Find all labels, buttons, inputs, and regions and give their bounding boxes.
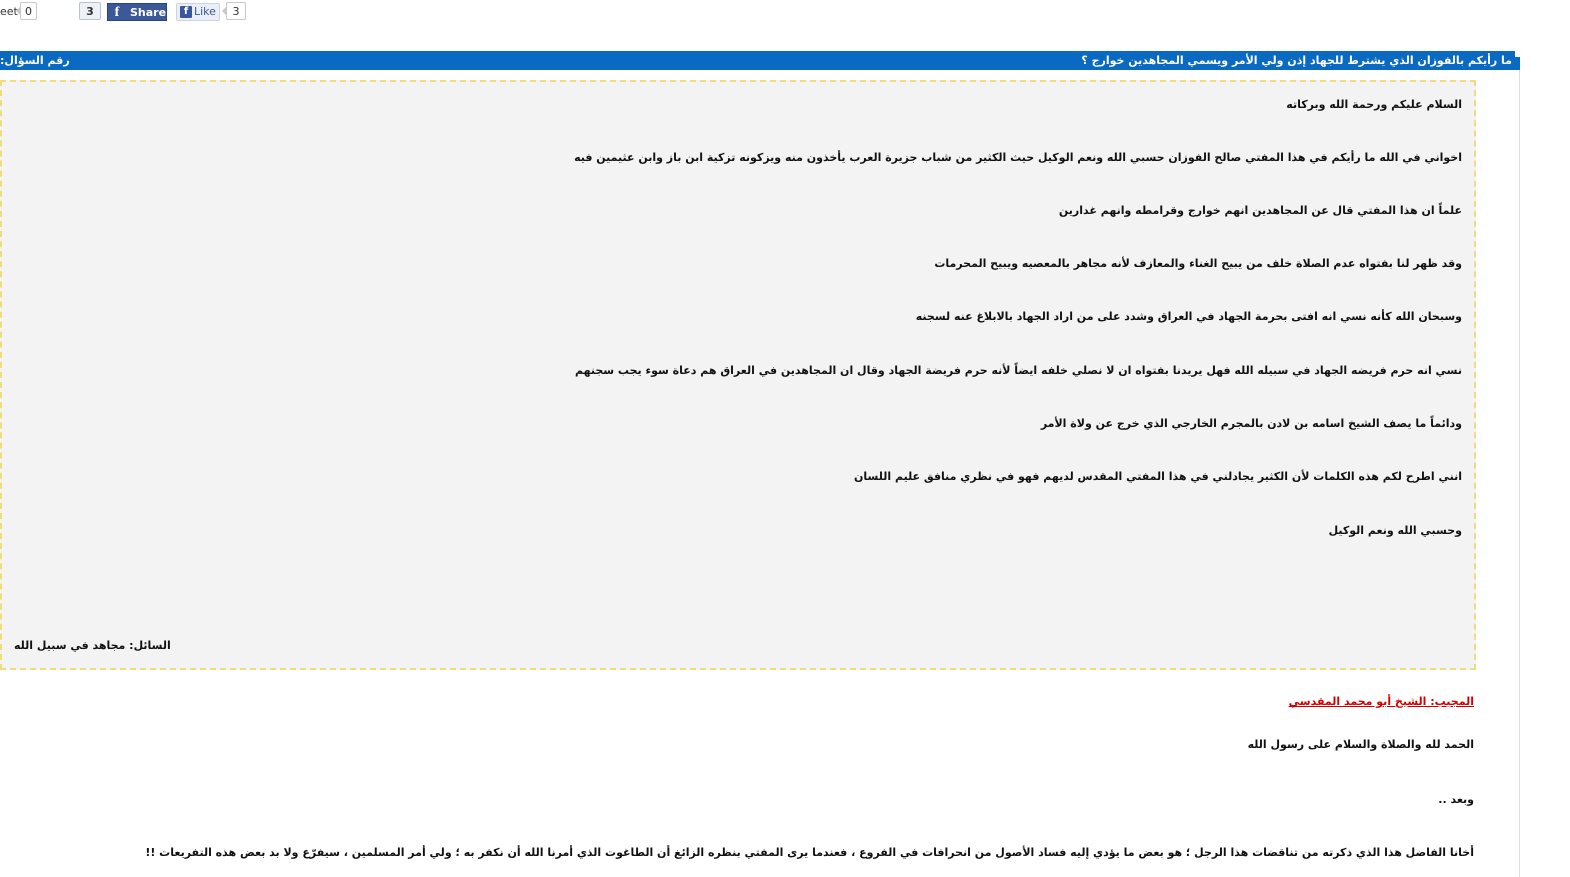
facebook-icon: f [114,5,120,20]
title-bar-corner [1515,51,1520,57]
question-line: وحسبي الله ونعم الوكيل [1328,524,1462,537]
like-label: Like [194,5,216,18]
content-divider [1519,70,1520,877]
question-line: انني اطرح لكم هذه الكلمات لأن الكثير يجادلني في هذا المفتي المقدس لديهم فهو في نظري منافق عليم اللسان [854,470,1462,483]
share-count: 3 [79,2,101,20]
question-line: ودائماً ما يصف الشيخ اسامه بن لادن بالمجرم الخارجي الذي خرج عن ولاة الأمر [1040,417,1462,430]
question-body [0,80,1476,670]
facebook-like-icon: f [180,6,192,18]
question-title-bar [0,51,1520,70]
answerer-link[interactable]: المجيب: الشيخ أبو محمد المقدسي [1288,695,1474,708]
question-line: اخواني في الله ما رأيكم في هذا المفتي صالح الفوزان حسبي الله ونعم الوكيل حيث الكثير من شباب جزيرة العرب يأخذون منه ويزكونه تزكية ابن باز وابن عثيمين فيه [574,151,1462,164]
like-count: 3 [226,2,246,20]
answer-line: وبعد .. [1438,793,1474,806]
question-line: وقد ظهر لنا بفتواه عدم الصلاة خلف من يبيح الغناء والمعازف لأنه مجاهر بالمعصيه ويبيح المحرمات [934,257,1462,270]
question-line: علماً ان هذا المفتي قال عن المجاهدين انهم خوارج وقرامطه وانهم غدارين [1058,204,1462,217]
tweet-count: 0 [20,2,37,20]
question-line: وسبحان الله كأنه نسي انه افتى بحرمة الجهاد في العراق وشدد على من اراد الجهاد بالابلاغ عنه لسجنه [915,310,1462,323]
facebook-share-button[interactable] [107,3,167,21]
tweet-button-label[interactable]: eet [0,5,18,18]
answer-line: الحمد لله والصلاة والسلام على رسول الله [1247,738,1474,751]
facebook-like-button[interactable] [176,3,220,21]
question-asker: السائل: مجاهد في سبيل الله [14,639,171,652]
question-number-label: رقم السؤال: [0,54,70,67]
share-label: Share [130,6,167,19]
question-title: ما رأيكم بالفوزان الذي يشترط للجهاد إذن ولي الأمر ويسمي المجاهدين خوارج ؟ [1081,54,1512,67]
question-line: السلام عليكم ورحمة الله وبركاته [1286,98,1462,111]
question-line: نسي انه حرم فريضه الجهاد في سبيله الله فهل يريدنا بفتواه ان لا نصلي خلفه ايضاً لأنه حرم فريضة الجهاد وقال ان المجاهدين في العراق هم دعاة سوء يجب سجنهم [574,364,1462,377]
answer-line: أخانا الفاضل هذا الذي ذكرته من تناقضات هذا الرجل ؛ هو بعض ما يؤدي إليه فساد الأصول من انحرافات في الفروع ، فعندما يرى المفتي بنظره الزائغ أن الطاغوت الذي أمرنا الله أن نكفر به ؛ ولي أمر المسلمين ، سيفرّع ولا بد بعض هذه التفريعات !! [145,846,1474,859]
